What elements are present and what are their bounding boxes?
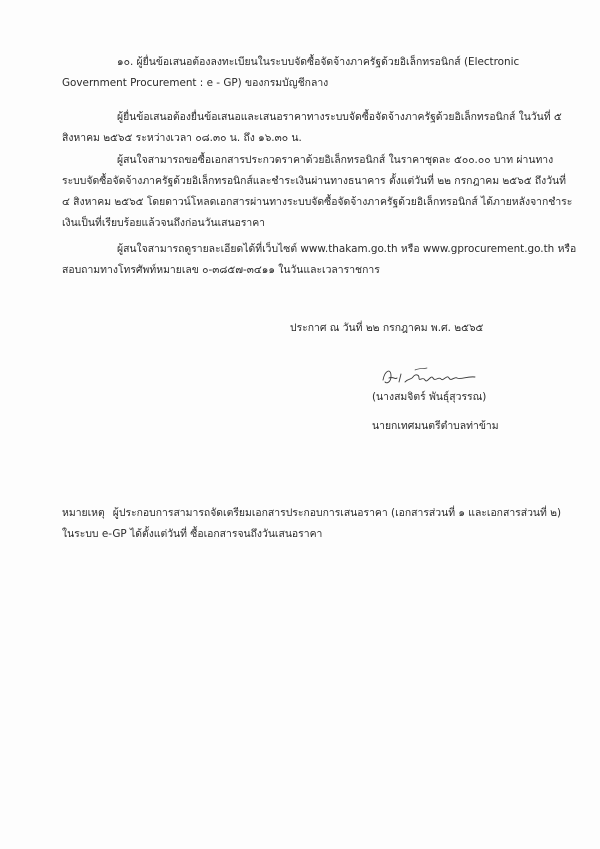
clause-10-registration bbox=[62, 52, 540, 94]
clause-10-line-1: ๑๐. ผู้ยื่นข้อเสนอต้องลงทะเบียนในระบบจัดซื้อจัดจ้างภาครัฐด้วยอิเล็กทรอนิกส์ (Electronic bbox=[117, 56, 520, 68]
remark-line-1 bbox=[62, 503, 562, 524]
submission-line-1: ผู้ยื่นข้อเสนอต้องยื่นข้อเสนอและเสนอราคาทางระบบจัดซื้อจัดจ้างภาครัฐด้วยอิเล็กทรอนิกส์ ในวันที่ ๕ bbox=[117, 111, 562, 123]
purchase-line-2: ระบบจัดซื้อจัดจ้างภาครัฐด้วยอิเล็กทรอนิกส์และชำระเงินผ่านทางธนาคาร ตั้งแต่วันที่ ๒๒ กรกฎาคม ๒๕๖๕ ถึงวันที่ bbox=[62, 175, 567, 187]
submission-line-2: สิงหาคม ๒๕๖๕ ระหว่างเวลา ๐๘.๓๐ น. ถึง ๑๖.๓๐ น. bbox=[62, 132, 302, 144]
purchase-line-1: ผู้สนใจสามารถขอซื้อเอกสารประกวดราคาด้วยอิเล็กทรอนิกส์ ในราคาชุดละ ๕๐๐.๐๐ บาท ผ่านทาง bbox=[117, 154, 554, 166]
submission-paragraph bbox=[62, 107, 562, 149]
announcement-date: ประกาศ ณ วันที่ ๒๒ กรกฎาคม พ.ศ. ๒๕๖๕ bbox=[290, 322, 484, 334]
signer-name: (นางสมจิตร์ พันธุ์สุวรรณ) bbox=[372, 391, 487, 403]
remark-line-2: ในระบบ e-GP ได้ตั้งแต่วันที่ ซื้อเอกสารจนถึงวันเสนอราคา bbox=[62, 528, 323, 540]
inquiry-paragraph bbox=[62, 239, 577, 281]
signer-title: นายกเทศมนตรีตำบลท่าข้าม bbox=[372, 420, 499, 432]
remark-note bbox=[62, 503, 562, 545]
clause-10-line-2: Government Procurement : e - GP) ของกรมบัญชีกลาง bbox=[62, 77, 329, 89]
inquiry-line-2: สอบถามทางโทรศัพท์หมายเลข ๐-๓๘๕๗-๓๔๑๑ ในวันและเวลาราชการ bbox=[62, 264, 380, 276]
purchase-line-3: ๔ สิงหาคม ๒๕๖๕ โดยดาวน์โหลดเอกสารผ่านทางระบบจัดซื้อจัดจ้างภาครัฐด้วยอิเล็กทรอนิกส์ ได้ภายหลังจากชำระ bbox=[62, 196, 573, 208]
remark-text-1: ผู้ประกอบการสามารถจัดเตรียมเอกสารประกอบการเสนอราคา (เอกสารส่วนที่ ๑ และเอกสารส่วนที่ ๒) bbox=[112, 507, 562, 519]
purchase-paragraph bbox=[62, 150, 573, 234]
purchase-line-4: เงินเป็นที่เรียบร้อยแล้วจนถึงก่อนวันเสนอราคา bbox=[62, 217, 266, 229]
remark-label: หมายเหตุ bbox=[62, 507, 105, 519]
inquiry-line-1: ผู้สนใจสามารถดูรายละเอียดได้ที่เว็บไซต์ www.thakam.go.th หรือ www.gprocurement.go.th หรือ bbox=[117, 243, 577, 255]
